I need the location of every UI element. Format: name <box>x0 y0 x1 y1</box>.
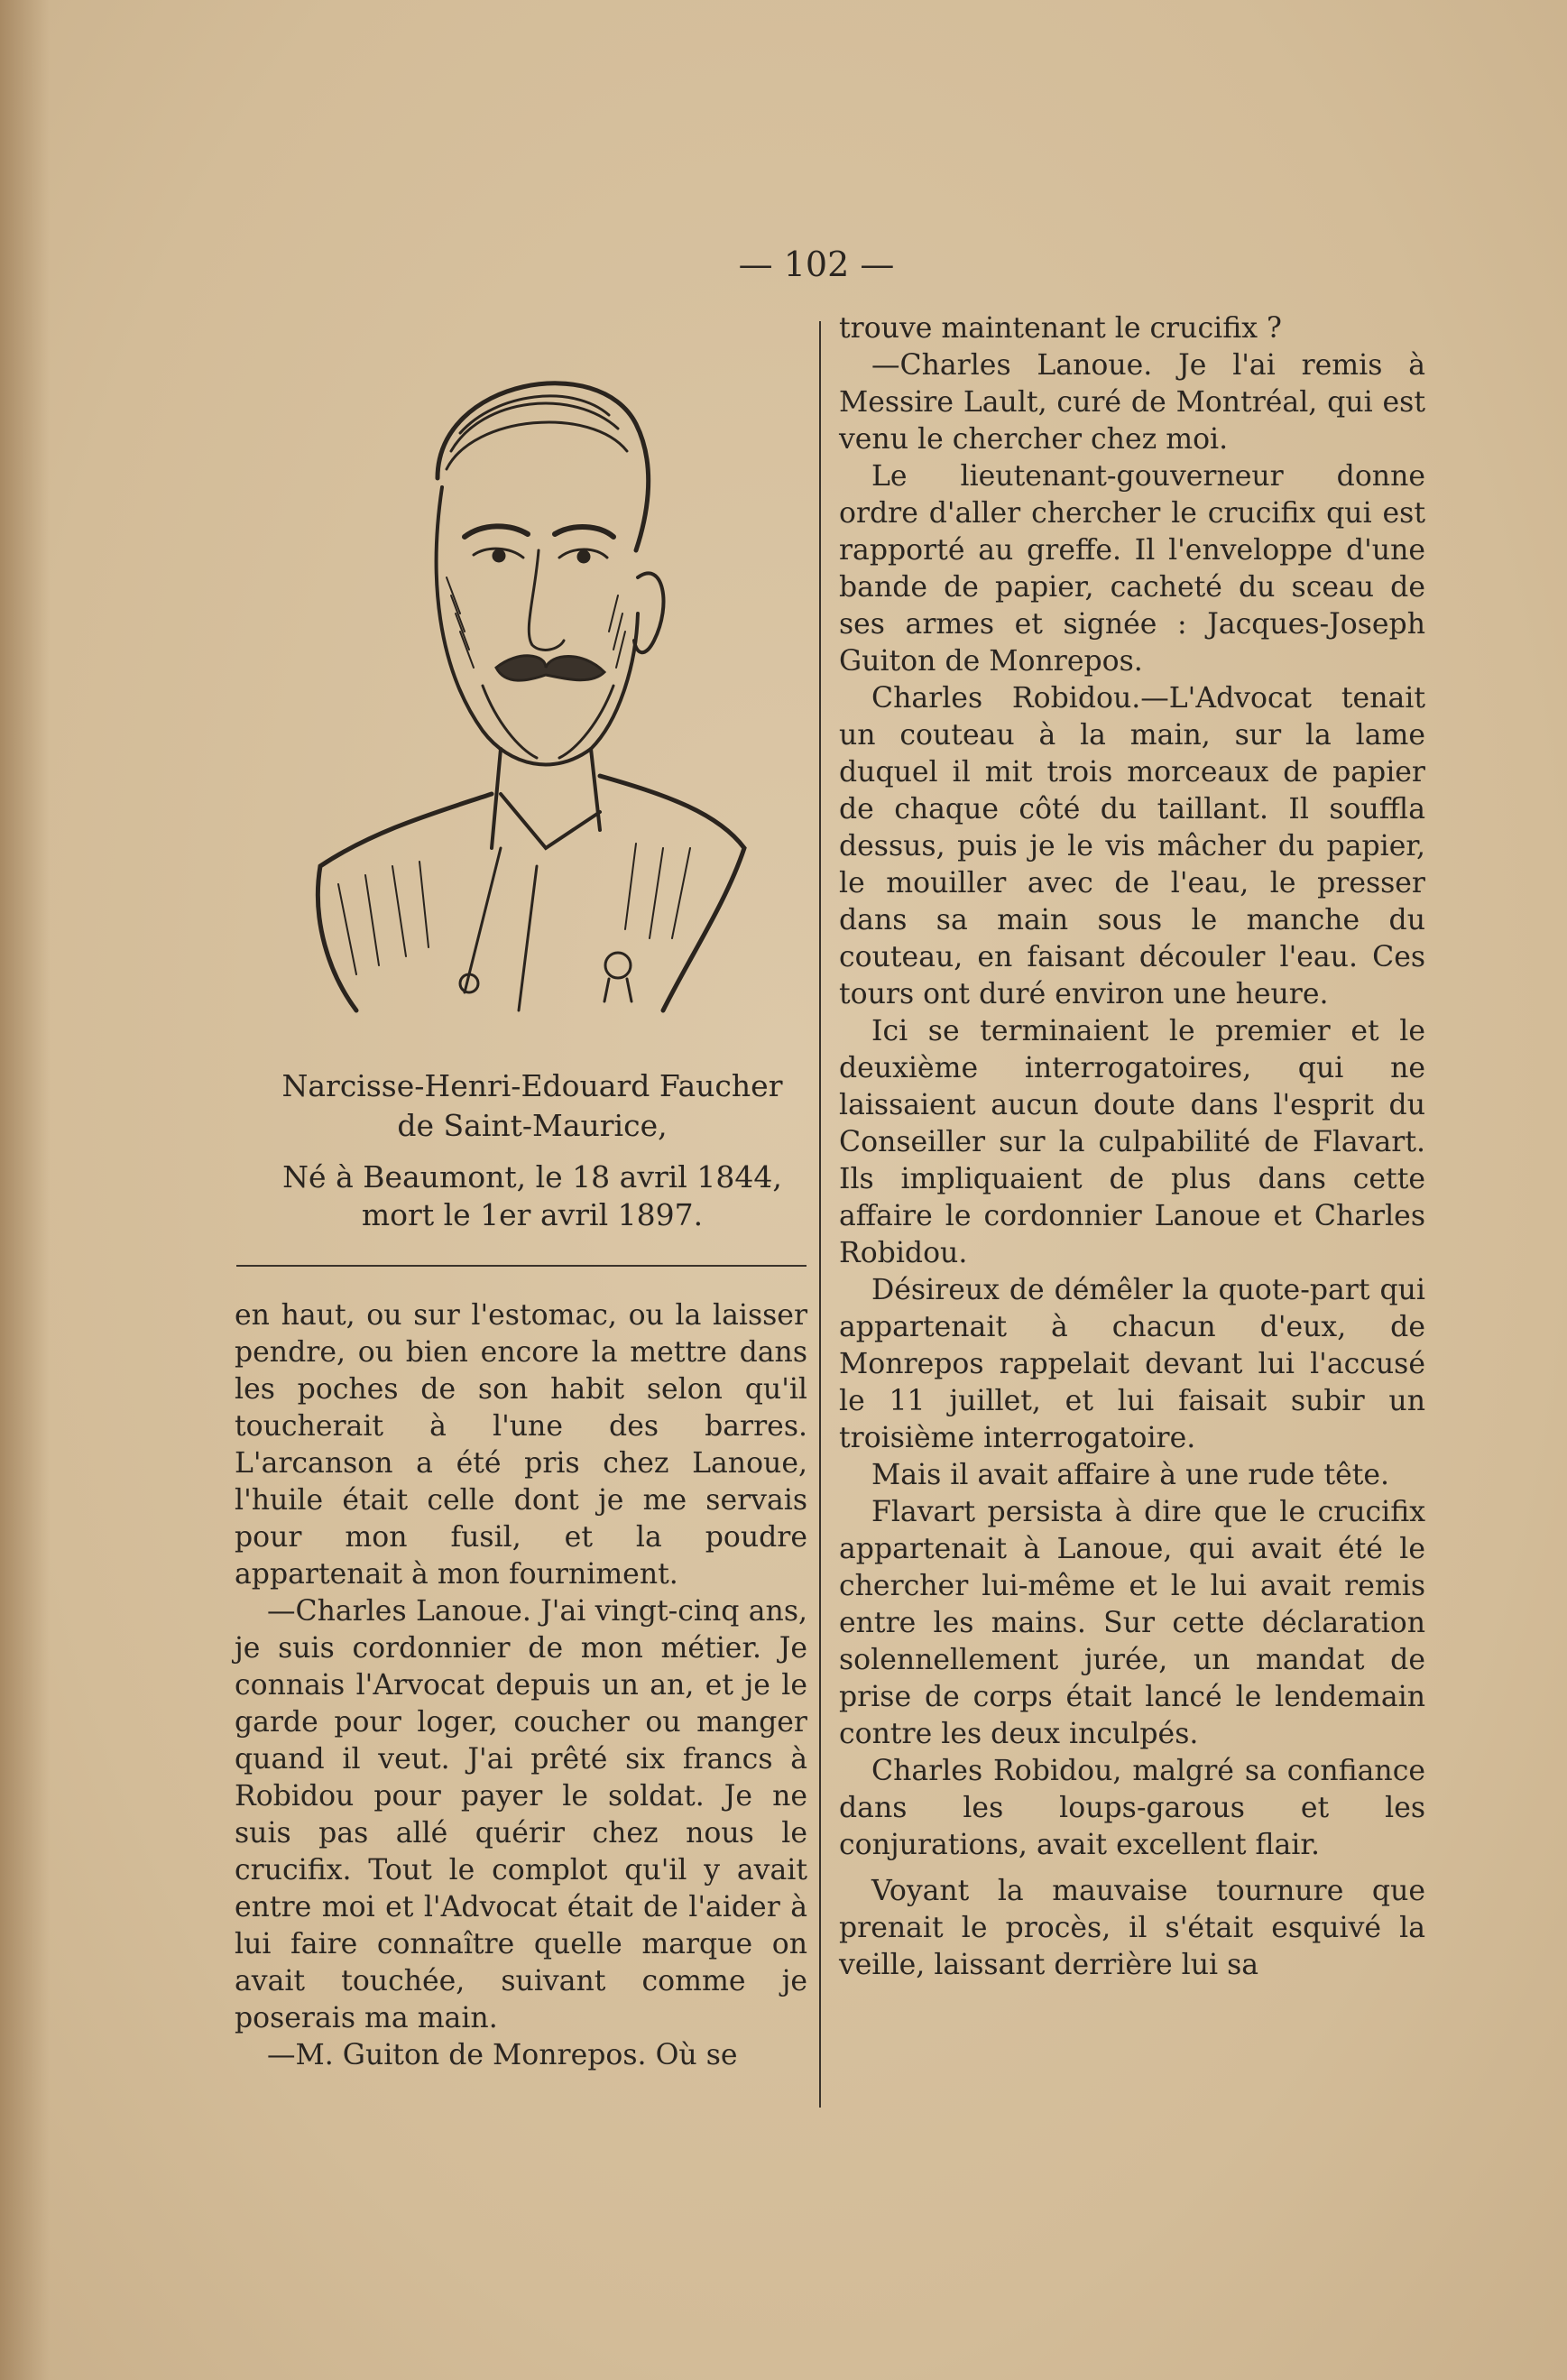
paragraph: en haut, ou sur l'estomac, ou la laisser pendre, ou bien encore la mettre dans les poches de son habit selon qu'il toucherait à l'une des barres. L'arcanson a été pris chez Lanoue, l'huile était celle dont je me servais pour mon fusil, et la poudre appartenait à mon fourniment. <box>235 1299 807 1591</box>
paragraph: —Charles Lanoue. J'ai vingt-cinq ans, je suis cordonnier de mon métier. Je connais l'Arvocat depuis un an, et je le garde pour loger, coucher ou manger quand il veut. J'ai prêté six francs à Robidou pour payer le soldat. Je ne suis pas allé quérir chez nous le crucifix. Tout le complot qu'il y avait entre moi et l'Advocat était de l'aider à lui faire connaître quelle marque on avait touchée, suivant comme je poserais ma main. <box>235 1595 807 2034</box>
portrait-caption-name <box>235 1066 830 1146</box>
paragraph: —Charles Lanoue. Je l'ai remis à Messire Lault, curé de Montréal, qui est venu le chercher chez moi. <box>839 349 1425 456</box>
caption-name-line-1: Narcisse-Henri-Edouard Faucher <box>281 1068 783 1103</box>
left-text-column <box>235 1297 807 2074</box>
caption-dates-line-2: mort le 1er avril 1897. <box>361 1197 704 1232</box>
caption-name-line-2: de Saint-Maurice, <box>397 1108 668 1143</box>
paragraph: Le lieutenant-gouverneur donne ordre d'aller chercher le crucifix qui est rapporté au greffe. Il l'enveloppe d'une bande de papier, cacheté du sceau de ses armes et signée : Jacques-Joseph Guiton de Monrepos. <box>839 460 1425 678</box>
paragraph: trouve maintenant le crucifix ? <box>839 312 1282 345</box>
paragraph: Mais il avait affaire à une rude tête. <box>871 1459 1390 1491</box>
paragraph: Désireux de démêler la quote-part qui appartenait à chacun d'eux, de Monrepos rappelait devant lui l'accusé le 11 juillet, et lui faisait subir un troisième interrogatoire. <box>839 1274 1425 1454</box>
page-edge-shadow <box>0 0 50 2380</box>
paragraph: —M. Guiton de Monrepos. Où se <box>267 2039 738 2071</box>
caption-divider <box>236 1265 807 1267</box>
caption-dates-line-1: Né à Beaumont, le 18 avril 1844, <box>282 1159 782 1195</box>
portrait-engraving <box>302 343 753 1029</box>
page-number: — 102 — <box>738 244 895 284</box>
paragraph: Ici se terminaient le premier et le deuxième interrogatoires, qui ne laissaient aucun doute dans l'esprit du Conseiller sur la culpabilité de Flavart. Ils impliquaient de plus dans cette affaire le cordonnier Lanoue et Charles Robidou. <box>839 1015 1425 1269</box>
paragraph: Flavart persista à dire que le crucifix appartenait à Lanoue, qui avait été le chercher lui-même et le lui avait remis entre les mains. Sur cette déclaration solennellement jurée, un mandat de prise de corps était lancé le lendemain contre les deux inculpés. <box>839 1496 1425 1750</box>
right-text-column <box>839 310 1425 1984</box>
column-divider <box>819 321 821 2108</box>
paragraph: Charles Robidou, malgré sa confiance dans les loups-garous et les conjurations, avait excellent flair. <box>839 1755 1425 1861</box>
paragraph: Charles Robidou.—L'Advocat tenait un couteau à la main, sur la lame duquel il mit trois morceaux de papier de chaque côté du taillant. Il souffla dessus, puis je le vis mâcher du papier, le mouiller avec de l'eau, le presser dans sa main sous le manche du couteau, en faisant découler l'eau. Ces tours ont duré environ une heure. <box>839 682 1425 1010</box>
portrait-caption-dates <box>235 1158 830 1234</box>
paragraph: Voyant la mauvaise tournure que prenait le procès, il s'était esquivé la veille, laissant derrière lui sa <box>839 1875 1425 1981</box>
